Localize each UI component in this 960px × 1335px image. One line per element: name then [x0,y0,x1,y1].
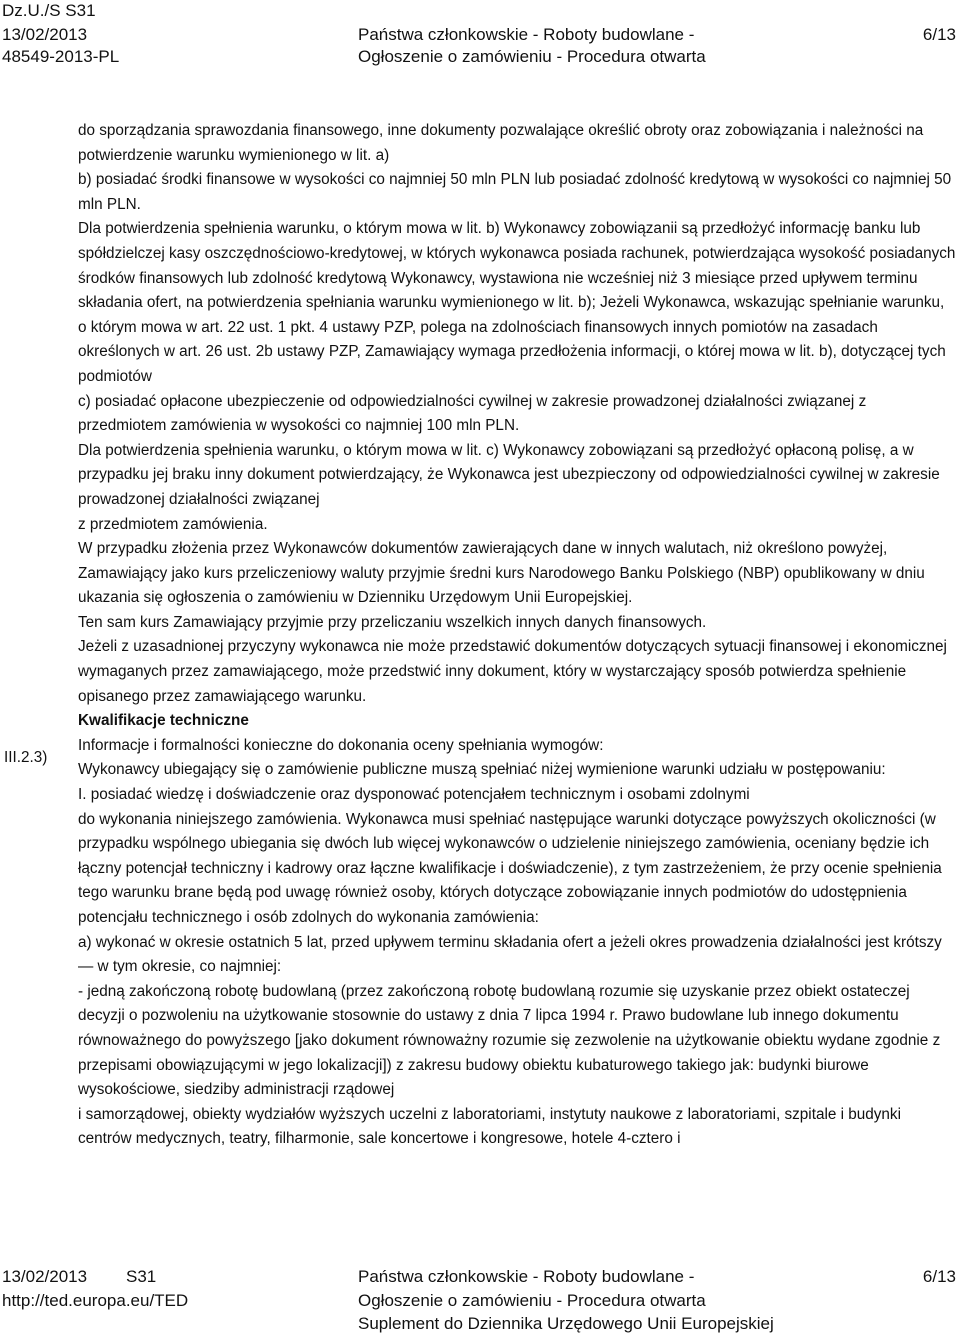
paragraph: c) posiadać opłacone ubezpieczenie od odpowiedzialności cywilnej w zakresie prowadzonej działalności związanej z przedmiotem zamówienia w wysokości co najmniej 100 mln PLN. [78,392,867,435]
paragraph: i samorządowej, obiekty wydziałów wyższych uczelni z laboratoriami, instytuty naukowe z laboratoriami, szpitale i budynki centrów medycznych, teatry, filharmonie, sale koncertowe i kongresowe, hotele 4-cztero i [78,1105,901,1148]
paragraph: z przedmiotem zamówienia. [78,515,268,533]
paragraph: Wykonawcy ubiegający się o zamówienie publiczne muszą spełniać niżej wymienione warunki udziału w postępowaniu: [78,761,886,779]
section-number: III.2.3) [4,749,48,766]
footer-series: S31 [126,1267,157,1286]
paragraph: Dla potwierdzenia spełnienia warunku, o którym mowa w lit. c) Wykonawcy zobowiązani są przedłożyć opłaconą polisę, a w przypadku jej braku inny dokument potwierdzający, że Wykonawca jest ubezpieczony od odpowiedzialności cywilnej w zakresie prowadzonej działalności związanej [78,441,940,508]
header-page-number: 6/13 [922,25,956,44]
paragraph: b) posiadać środki finansowe w wysokości co najmniej 50 mln PLN lub posiadać zdolność kredytową w wysokości co najmniej 50 mln PLN. [78,171,952,213]
paragraph: - jedną zakończoną robotę budowlaną (przez zakończoną robotę budowlaną rozumie się uzyskanie przez obiekt ostateczej decyzji o pozwoleniu na użytkowanie stosownie do ustawy z dnia 7 lipca 1994 r. Prawo budowlane lub innego dokumentu równoważnego do powyższego [jako dokument równoważny rozumie się zezwolenie na użytkowanie obiektu wydane zgodnie z przepisami obowiązującymi w jego lokalizacji]) z zakresu budowy obiektu kubaturowego takiego jak: budynki biurowe wysokościowe, siedziby administracji rządowej [78,982,941,1099]
paragraph: Dla potwierdzenia spełnienia warunku, o którym mowa w lit. b) Wykonawcy zobowiązanii są przedłożyć informację banku lub spółdzielczej kasy oszczędnościowo-kredytowej, w których wykonawca posiada rachunek, potwierdzająca wysokość posiadanych środków finansowych lub zdolność kredytową Wykonawcy, wystawiona nie wcześniej niż 3 miesiące przed upływem terminu składania ofert, na potwierdzenia spełniania warunku wymienionego w lit. b); Jeżeli Wykonawca, wskazując spełnianie warunku, o którym mowa w art. 22 ust. 1 pkt. 4 ustawy PZP, polega na zdolnościach finansowych innych pomiotów na zasadach określonych w art. 26 ust. 2b ustawy PZP, Zamawiający wymaga przedłożenia informacji, o której mowa w lit. b), dotyczącej tych podmiotów [78,220,956,385]
header-doc-id: 48549-2013-PL [2,47,120,66]
footer-date: 13/02/2013 [2,1267,88,1286]
paragraph: I. posiadać wiedzę i doświadczenie oraz dysponować potencjałem technicznym i osobami zdolnymi [78,786,750,804]
header-title-line1: Państwa członkowskie - Roboty budowlane - [358,25,695,44]
paragraph: Informacje i formalności konieczne do dokonania oceny spełniania wymogów: [78,736,604,754]
footer-page-number: 6/13 [922,1267,956,1286]
paragraph: W przypadku złożenia przez Wykonawców dokumentów zawierających dane w innych walutach, niż określono powyżej, Zamawiający jako kurs przeliczeniowy waluty przyjmie średni kurs Narodowego Banku Polskiego (NBP) opublikowany w dniu ukazania się ogłoszenia o zamówieniu w Dzienniku Urzędowym Unii Europejskiej. [78,540,925,607]
paragraph: Ten sam kurs Zamawiający przyjmie przy przeliczaniu wszelkich innych danych finansowych. [78,613,707,631]
document-body [78,119,956,1152]
header-journal: Dz.U./S S31 [2,1,96,20]
footer-url: http://ted.europa.eu/TED [2,1291,189,1310]
header-date: 13/02/2013 [2,25,88,44]
paragraph: do wykonania niniejszego zamówienia. Wykonawca musi spełniać następujące warunki dotyczące powyższych okoliczności (w przypadku wspólnego ubiegania się dwóch lub więcej wykonawców o udzielenie niniejszego zamówienia, oceniany będzie ich łączny potencjał techniczny i kadrowy oraz łączne kwalifikacje i doświadczenie), z tym zastrzeżeniem, że przy ocenie spełnienia tego warunku brane będą pod uwagę również osoby, których dotyczące zobowiązanie innych podmiotów do udostępnienia potencjału technicznego i osób zdolnych do wykonania zamówienia: [78,810,942,926]
header-title-line2: Ogłoszenie o zamówieniu - Procedura otwarta [358,47,706,66]
footer-title-line1: Państwa członkowskie - Roboty budowlane - [358,1267,695,1286]
paragraph: a) wykonać w okresie ostatnich 5 lat, przed upływem terminu składania ofert a jeżeli okres prowadzenia działalności jest krótszy — w tym okresie, co najmniej: [78,933,942,976]
paragraph: do sporządzania sprawozdania finansowego, inne dokumenty pozwalające określić obroty oraz zobowiązania i należności na potwierdzenie warunku wymienionego w lit. a) [78,122,924,164]
paragraph: Jeżeli z uzasadnionej przyczyny wykonawca nie może przedstawić dokumentów dotyczących sytuacji finansowej i ekonomicznej wymaganych przez zamawiającego, może przedstwić inny dokument, który w wystarczający sposób potwierdza spełnienie opisanego przez zamawiającego warunku. [78,638,947,705]
section-heading: Kwalifikacje techniczne [78,712,249,730]
footer-title-line3: Suplement do Dziennika Urzędowego Unii Europejskiej [358,1314,774,1333]
footer-title-line2: Ogłoszenie o zamówieniu - Procedura otwarta [358,1291,706,1310]
